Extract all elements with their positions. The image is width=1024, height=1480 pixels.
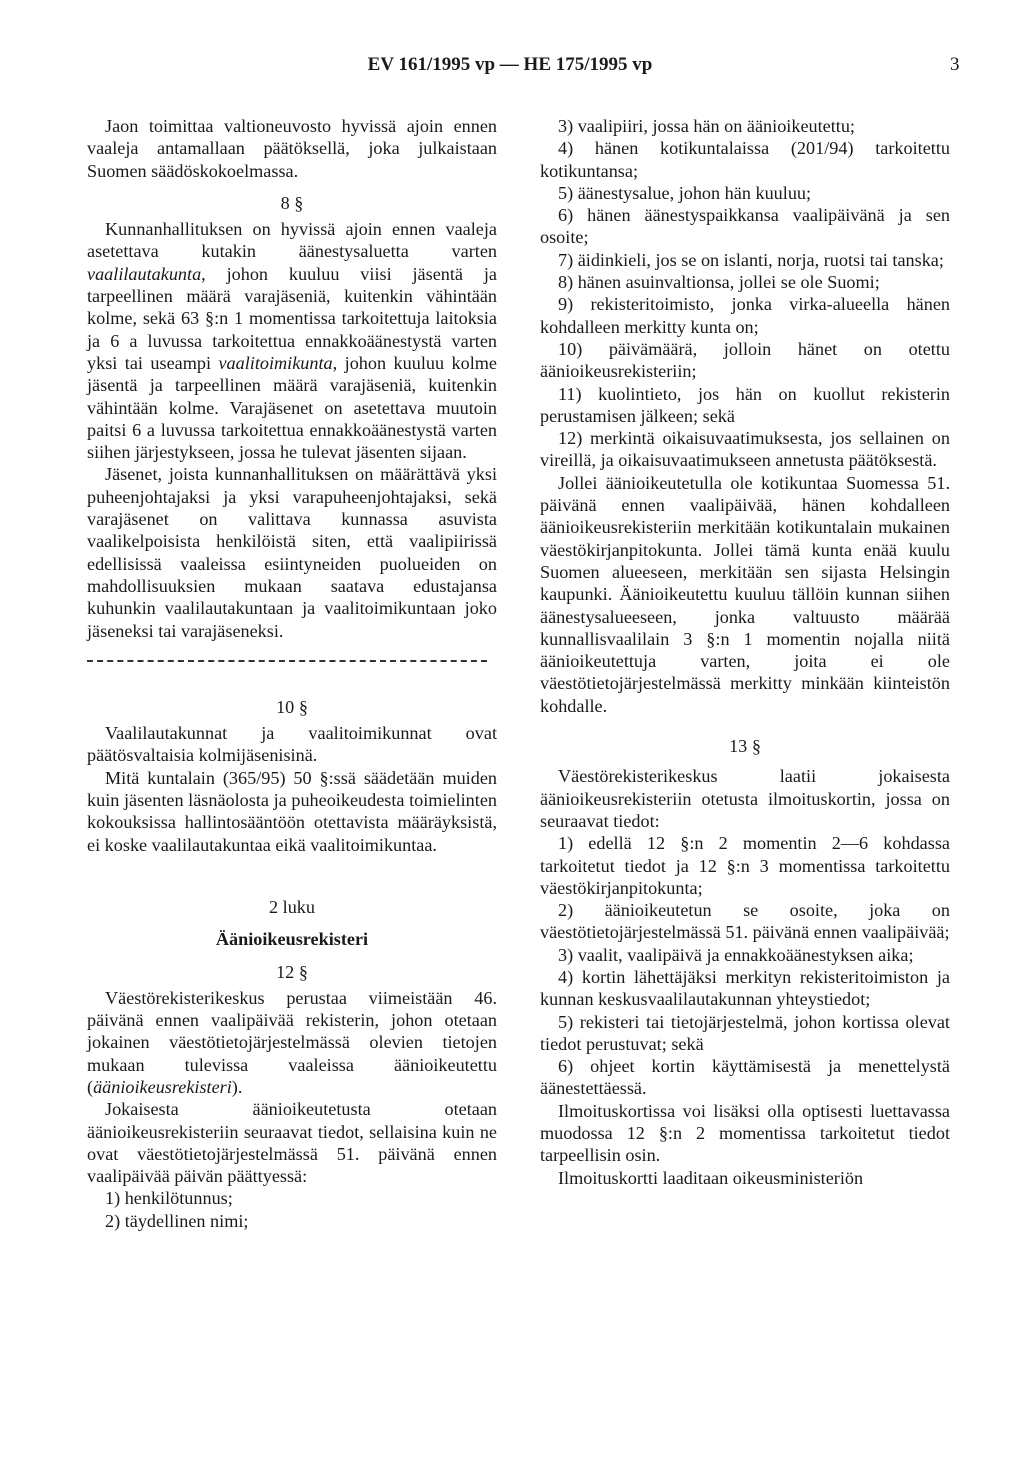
section-12-heading: 12 § (276, 961, 308, 982)
list-item: 4) hänen kotikuntalaissa (201/94) tarkoitettu kotikuntansa; (540, 138, 950, 181)
list-item: 2) äänioikeutetun se osoite, joka on väestötietojärjestelmässä 51. päivänä ennen vaalipäivää; (540, 900, 950, 943)
list-item: 11) kuolintieto, jos hän on kuollut rekisterin perustamisen jälkeen; sekä (540, 383, 950, 426)
section-10-paragraph-2: Mitä kuntalain (365/95) 50 §:ssä säädetään muiden kuin jäsenten läsnäolosta ja puheoikeudesta toimielinten kokouksissa hallintosääntöön otettavista määräyksistä, ei koske vaalilautakuntaa eikä vaalitoimikuntaa. (87, 767, 497, 855)
list-item: 1) edellä 12 §:n 2 momentin 2—6 kohdassa tarkoitetut tiedot ja 12 §:n 3 momentissa tarkoitettu väestökirjanpitokunta; (540, 833, 950, 898)
list-item: 12) merkintä oikaisuvaatimuksesta, jos sellainen on vireillä, ja oikaisuvaatimukseen annetusta päätöksestä. (540, 428, 950, 471)
right-column (540, 115, 950, 1189)
intro-paragraph: Jaon toimittaa valtioneuvosto hyvissä ajoin ennen vaaleja antamallaan päätöksellä, joka julkaistaan Suomen säädöskokoelmassa. (87, 116, 497, 181)
page-number: 3 (950, 54, 960, 75)
chapter-title: Äänioikeusrekisteri (215, 929, 369, 950)
section-10-heading: 10 § (276, 696, 308, 717)
left-column (87, 115, 497, 1232)
list-item: 3) vaalit, vaalipäivä ja ennakkoäänestyksen aika; (558, 944, 914, 965)
list-item: 6) ohjeet kortin käyttämisestä ja menettelystä äänestettäessä. (540, 1056, 950, 1099)
section-12-paragraph-3: Jollei äänioikeutetulla ole kotikuntaa Suomessa 51. päivänä ennen vaalipäivää, hänen kohdalleen äänioikeusrekisteriin merkitään kotikuntalain mukainen väestökirjanpitokunta. Jollei tämä kunta enää kuulu Suomen alueeseen, merkitään sen sijasta Helsingin kaupunki. Äänioikeutettu kuuluu tällöin kunnan siihen äänestysalueeseen, jonka valtuusto määrää kunnallisvaalilain 3 §:n 1 momentin nojalla niitä äänioikeutettuja varten, joita ei ole väestötietojärjestelmässä merkitty minkään kiinteistön kohdalle. (540, 472, 950, 716)
term-vaalitoimikunta: vaalitoimikunta (218, 352, 333, 373)
section-13-heading: 13 § (729, 736, 761, 757)
list-item: 3) vaalipiiri, jossa hän on äänioikeutettu; (558, 116, 855, 136)
term-aanioikeusrekisteri: äänioikeusrekisteri (93, 1076, 232, 1097)
section-8-paragraph-1: Kunnanhallituksen on hyvissä ajoin ennen vaaleja asetettava kutakin äänestysaluetta varten vaalilautakunta, johon kuuluu viisi jäsentä ja tarpeellinen määrä varajäseniä, kuitenkin vähintään kolme, sekä 63 §:n 1 momentissa tarkoitettuja laitoksia ja 6 a luvussa tarkoitettua ennakkoäänestystä varten yksi tai useampi vaalitoimikunta, johon kuuluu kolme jäsentä ja tarpeellinen määrä varajäseniä, kuitenkin vähintään kolme. Varajäsenet on asetettava muutoin paitsi 6 a luvussa tarkoitettua ennakkoäänestystä varten siihen järjestykseen, jossa he tulevat jäsenten sijaan. (87, 219, 497, 463)
omission-divider (87, 660, 487, 662)
section-13-paragraph-2: Ilmoituskortissa voi lisäksi olla optisesti luettavassa muodossa 12 §:n 2 momentissa tarkoitetut tiedot tarpeellisin osin. (540, 1100, 950, 1166)
list-item: 6) hänen äänestyspaikkansa vaalipäivänä ja sen osoite; (540, 205, 950, 248)
section-12-paragraph-1: Väestörekisterikeskus perustaa viimeistään 46. päivänä ennen vaalipäivää rekisterin, johon otetaan jokainen väestötietojärjestelmässä olevien tietojen mukaan tulevissa vaaleissa äänioikeutettu (äänioikeusrekisteri). (87, 987, 497, 1097)
chapter-number: 2 luku (269, 896, 315, 917)
term-vaalilautakunta: vaalilautakunta (87, 263, 202, 284)
section-8-heading: 8 § (280, 192, 304, 213)
list-item: 4) kortin lähettäjäksi merkityn rekisteritoimiston ja kunnan keskusvaalilautakunnan yhteystiedot; (540, 966, 950, 1010)
list-item: 10) päivämäärä, jolloin hänet on otettu äänioikeusrekisteriin; (540, 338, 950, 382)
list-item: 9) rekisteritoimisto, jonka virka-alueella hänen kohdalleen merkitty kunta on; (540, 294, 950, 337)
document-reference: EV 161/1995 vp — HE 175/1995 vp (367, 54, 653, 75)
section-8-paragraph-2: Jäsenet, joista kunnanhallituksen on määrättävä yksi puheenjohtajaksi ja yksi varapuheenjohtajaksi, sekä varajäsenet on valittava kunnassa asuvista vaalikelpoisista henkilöistä siten, että vaalipiirissä edellisissä vaaleissa esiintyneiden puolueiden on mahdollisuuksien mukaan saatava edustajansa kuhunkin vaalilautakuntaan ja vaalitoimikuntaan joko jäseneksi tai varajäseneksi. (87, 464, 497, 641)
section-13-paragraph-1: Väestörekisterikeskus laatii jokaisesta äänioikeusrekisteriin otetusta ilmoituskortin, jossa on seuraavat tiedot: (540, 766, 950, 831)
list-item: 5) rekisteri tai tietojärjestelmä, johon kortissa olevat tiedot perustuvat; sekä (540, 1011, 950, 1054)
list-item: 5) äänestysalue, johon hän kuuluu; (558, 182, 812, 203)
section-12-paragraph-2: Jokaisesta äänioikeutetusta otetaan äänioikeusrekisteriin seuraavat tiedot, sellaisina kuin ne ovat väestötietojärjestelmässä 51. päivänä ennen vaalipäivää päivän päättyessä: (87, 1099, 497, 1187)
list-item: 2) täydellinen nimi; (105, 1210, 249, 1231)
page-header (0, 54, 1024, 84)
list-item: 8) hänen asuinvaltionsa, jollei se ole Suomi; (558, 272, 880, 293)
list-item: 1) henkilötunnus; (105, 1188, 233, 1209)
section-10-paragraph-1: Vaalilautakunnat ja vaalitoimikunnat ovat päätösvaltaisia kolmijäsenisinä. (87, 723, 497, 766)
section-13-paragraph-3: Ilmoituskortti laaditaan oikeusministeriön (558, 1167, 864, 1188)
list-item: 7) äidinkieli, jos se on islanti, norja, ruotsi tai tanska; (558, 249, 944, 270)
